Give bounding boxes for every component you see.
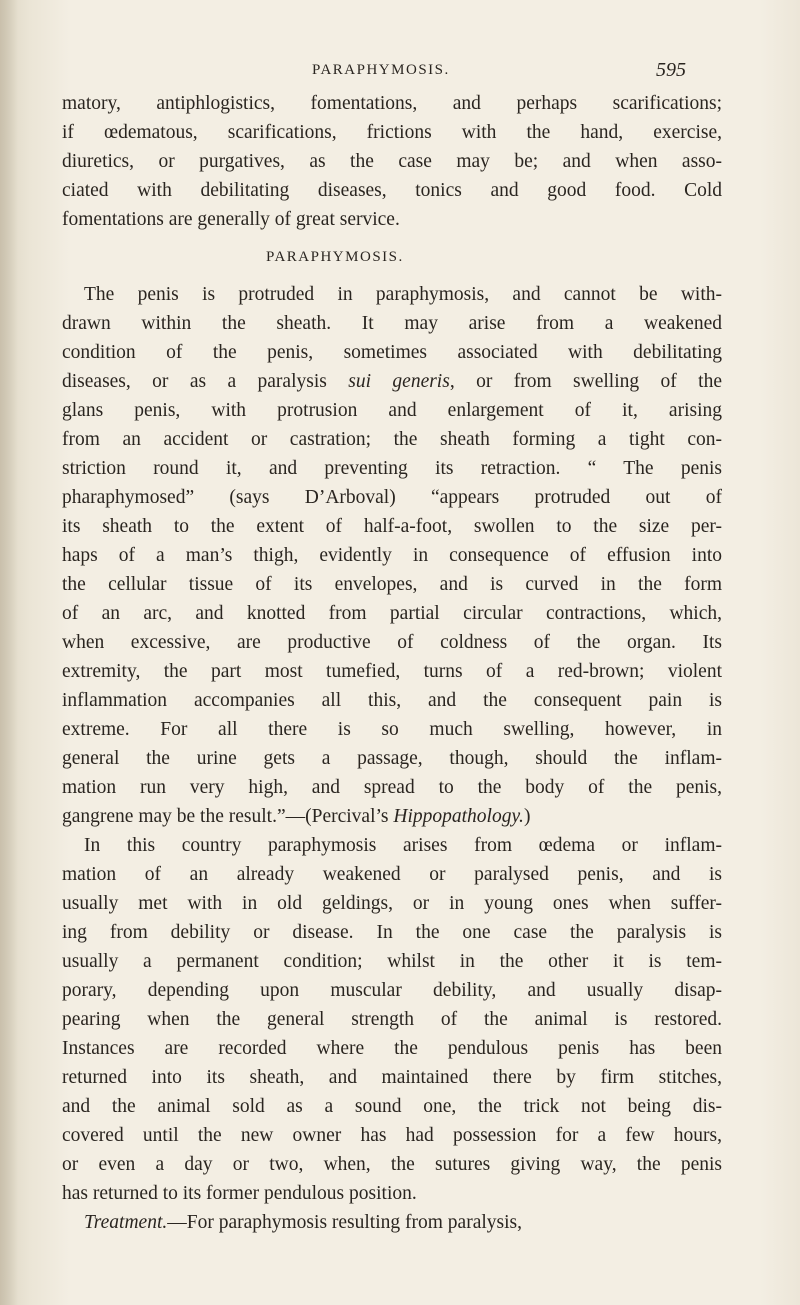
paragraph-3 — [62, 831, 722, 1208]
text-line: extreme. For all there is so much swelling, however, in — [62, 719, 722, 740]
text-line: Instances are recorded where the pendulous penis has been — [62, 1038, 722, 1059]
text-line: ciated with debilitating diseases, tonics and good food. Cold — [62, 180, 722, 201]
text-line: pearing when the general strength of the animal is restored. — [62, 1009, 722, 1030]
text-line: pharaphymosed” (says D’Arboval) “appears protruded out of — [62, 487, 722, 508]
text-line: has returned to its former pendulous position. — [62, 1183, 417, 1204]
text-line: diseases, or as a paralysis sui generis, or from swelling of the — [62, 371, 723, 392]
text-line: drawn within the sheath. It may arise from a weakened — [62, 313, 722, 334]
text-line: diuretics, or purgatives, as the case may be; and when asso- — [62, 151, 722, 172]
text-line: and the animal sold as a sound one, the trick not being dis- — [62, 1096, 722, 1117]
text-line: The penis is protruded in paraphymosis, and cannot be with- — [84, 284, 722, 305]
text-line: general the urine gets a passage, though, should the inflam- — [62, 748, 722, 769]
text-line: porary, depending upon muscular debility, and usually disap- — [62, 980, 722, 1001]
page-number: 595 — [656, 59, 686, 81]
text-line: the cellular tissue of its envelopes, and is curved in the form — [62, 574, 722, 595]
text-line: striction round it, and preventing its retraction. “ The penis — [62, 458, 722, 479]
paragraph-4 — [62, 1208, 722, 1237]
text-line: glans penis, with protrusion and enlargement of it, arising — [62, 400, 722, 421]
text-line: condition of the penis, sometimes associated with debilitating — [62, 342, 722, 363]
running-head-title: PARAPHYMOSIS. — [312, 62, 450, 78]
text-line: fomentations are generally of great service. — [62, 209, 400, 230]
text-line: if œdematous, scarifications, frictions with the hand, exercise, — [62, 122, 722, 143]
paragraph-1 — [62, 89, 722, 234]
running-head — [0, 59, 800, 90]
page-gutter-shadow — [0, 0, 18, 1305]
body-text — [62, 89, 722, 1237]
text-line: of an arc, and knotted from partial circular contractions, which, — [62, 603, 722, 624]
text-line: ing from debility or disease. In the one case the paralysis is — [62, 922, 722, 943]
section-heading: PARAPHYMOSIS. — [266, 249, 404, 265]
text-line: extremity, the part most tumefied, turns of a red-brown; violent — [62, 661, 722, 682]
text-line: gangrene may be the result.”—(Percival’s Hippopathology.) — [62, 806, 531, 827]
text-line: haps of a man’s thigh, evidently in consequence of effusion into — [62, 545, 722, 566]
text-line: from an accident or castration; the sheath forming a tight con- — [62, 429, 722, 450]
text-line: usually met with in old geldings, or in young ones when suffer- — [62, 893, 722, 914]
text-line: In this country paraphymosis arises from œdema or inflam- — [84, 835, 722, 856]
paragraph-2 — [62, 280, 722, 831]
text-line: when excessive, are productive of coldness of the organ. Its — [62, 632, 722, 653]
text-line: its sheath to the extent of half-a-foot, swollen to the size per- — [62, 516, 722, 537]
text-line: returned into its sheath, and maintained there by firm stitches, — [62, 1067, 722, 1088]
text-line: mation of an already weakened or paralysed penis, and is — [62, 864, 722, 885]
text-line: or even a day or two, when, the sutures giving way, the penis — [62, 1154, 722, 1175]
text-line: usually a permanent condition; whilst in the other it is tem- — [62, 951, 722, 972]
text-line: mation run very high, and spread to the body of the penis, — [62, 777, 722, 798]
text-line: Treatment.—For paraphymosis resulting from paralysis, — [84, 1212, 522, 1233]
text-line: matory, antiphlogistics, fomentations, and perhaps scarifications; — [62, 93, 722, 114]
text-line: inflammation accompanies all this, and the consequent pain is — [62, 690, 722, 711]
text-line: covered until the new owner has had possession for a few hours, — [62, 1125, 722, 1146]
